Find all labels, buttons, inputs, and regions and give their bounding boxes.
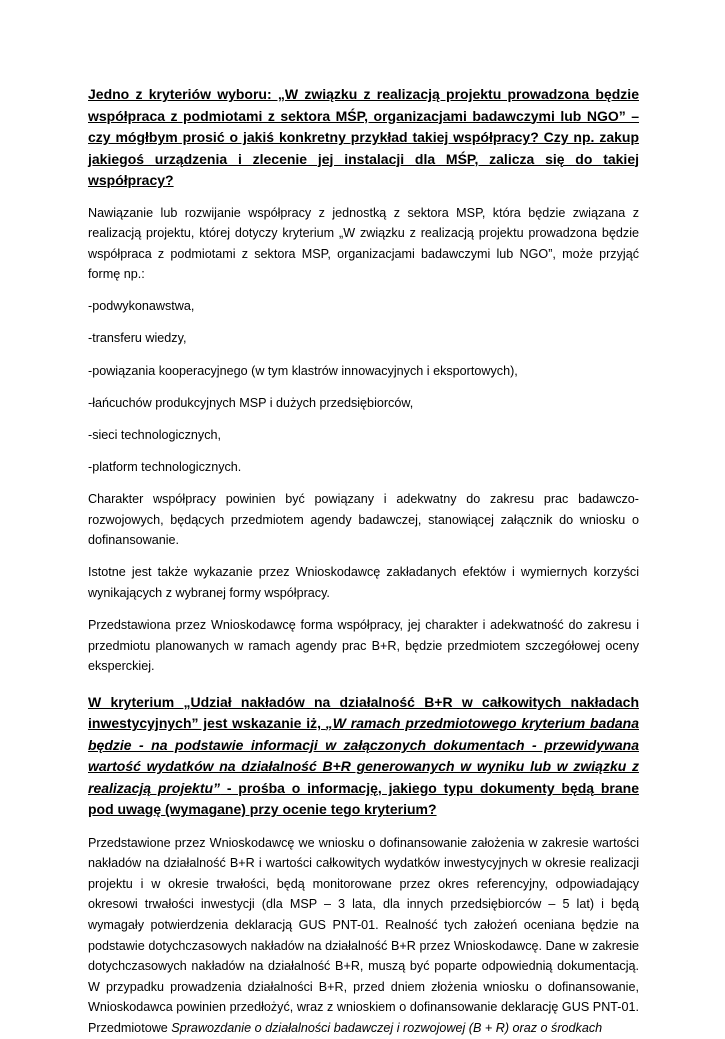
question-2-quote: „W ramach przedmiotowego kryterium badana będzie - na podstawie informacji w załączonych dokumentach - przewidywana wartość wydatków na działalność B+R generowanych w wyniku lub w związku z realizacją projektu” bbox=[88, 715, 639, 796]
question-2-heading bbox=[88, 692, 639, 821]
list-item: -platform technologicznych. bbox=[88, 459, 242, 474]
answer-1-paragraph: Istotne jest także wykazanie przez Wnioskodawcę zakładanych efektów i wymiernych korzyści wynikających z wybranej formy współpracy. bbox=[88, 565, 639, 600]
document-body bbox=[88, 84, 639, 1039]
question-2-request: - prośba o informację, jakiego typu dokumenty będą brane pod uwagę (wymagane) przy ocenie tego kryterium? bbox=[88, 779, 639, 818]
answer-2-text: Przedstawione przez Wnioskodawcę we wniosku o dofinansowanie założenia w zakresie wartości nakładów na działalność B+R i wartości całkowitych wydatków inwestycyjnych w okresie realizacji projektu i w okresie trwałości, będą monitorowane przez okres referencyjny, odpowiadający okresowi trwałości inwestycji (dla MSP – 3 lata, dla innych przedsiębiorców – 5 lat) i będą wymagały potwierdzenia deklaracją GUS PNT-01. Realność tych założeń oceniana będzie na podstawie dotychczasowych nakładów na działalność B+R przez Wnioskodawcę. Dane w zakresie dotychczasowych nakładów na działalność B+R, muszą być poparte odpowiednią dokumentacją. W przypadku prowadzenia działalności B+R, przed dniem złożenia wniosku o dofinansowanie, Wnioskodawca powinien przedłożyć, wraz z wnioskiem o dofinansowanie deklarację GUS PNT-01. Przedmiotowe bbox=[88, 835, 639, 1036]
answer-1-paragraph: Przedstawiona przez Wnioskodawcę forma współpracy, jej charakter i adekwatność do zakresu i przedmiotu planowanych w ramach agendy prac B+R, będzie przedmiotem szczegółowej oceny eksperckiej. bbox=[88, 617, 639, 674]
list-item: -sieci technologicznych, bbox=[88, 427, 221, 442]
answer-2-report-title: Sprawozdanie o działalności badawczej i rozwojowej (B + R) oraz o środkach bbox=[171, 1021, 603, 1036]
list-item: -powiązania kooperacyjnego (w tym klastrów innowacyjnych i eksportowych), bbox=[88, 363, 518, 378]
list-item: -łańcuchów produkcyjnych MSP i dużych przedsiębiorców, bbox=[88, 395, 414, 410]
list-item: -podwykonawstwa, bbox=[88, 299, 195, 314]
answer-1-paragraph: Charakter współpracy powinien być powiązany i adekwatny do zakresu prac badawczo-rozwojowych, będących przedmiotem agendy badawczej, stanowiącej załącznik do wniosku o dofinansowanie. bbox=[88, 491, 639, 548]
question-2-text: W kryterium „Udział nakładów na działalność B+R w całkowitych nakładach inwestycyjnych” jest wskazanie iż, bbox=[88, 693, 639, 732]
question-1-heading: Jedno z kryteriów wyboru: „W związku z realizacją projektu prowadzona będzie współpraca z podmiotami z sektora MŚP, organizacjami badawczymi lub NGO” – czy mógłbym prosić o jakiś konkretny przykład takiej współpracy? Czy np. zakup jakiegoś urządzenia i zlecenie jej instalacji dla MŚP, zalicza się do takiej współpracy? bbox=[88, 86, 639, 188]
answer-1-intro: Nawiązanie lub rozwijanie współpracy z jednostką z sektora MSP, która będzie związana z realizacją projektu, której dotyczy kryterium „W związku z realizacją projektu prowadzona będzie współpraca z podmiotami z sektora MSP, organizacjami badawczymi lub NGO”, może przyjąć formę np.: bbox=[88, 205, 639, 282]
list-item: -transferu wiedzy, bbox=[88, 331, 187, 346]
answer-2-paragraph bbox=[88, 833, 639, 1039]
